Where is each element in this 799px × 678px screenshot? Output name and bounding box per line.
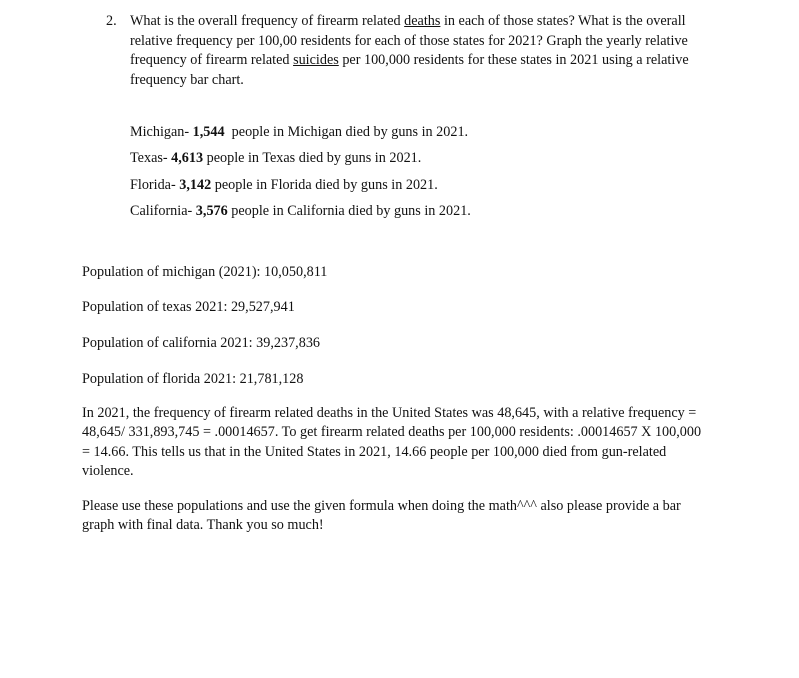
population-michigan: Population of michigan (2021): 10,050,811 <box>82 264 328 280</box>
population-texas: Population of texas 2021: 29,527,941 <box>82 299 295 315</box>
question-text-part3: per 100,000 residents for these states in 2021 using a relative frequency bar chart. <box>130 52 689 88</box>
death-count: 1,544 <box>192 124 225 140</box>
state-name: Michigan- <box>130 124 193 140</box>
question-number: 2. <box>106 13 117 29</box>
state-name: Florida- <box>130 176 180 193</box>
state-name: California- <box>130 202 196 219</box>
state-line-suffix: people in Michigan died by guns in 2021. <box>224 124 469 140</box>
state-line-michigan <box>130 122 630 148</box>
state-line-suffix: people in Texas died by guns in 2021. <box>203 150 422 167</box>
state-line-suffix: people in California died by guns in 2021. <box>227 202 471 219</box>
state-deaths-list <box>130 122 630 227</box>
state-line-suffix: people in Florida died by guns in 2021. <box>211 176 438 193</box>
state-line-texas <box>130 148 630 174</box>
question-text <box>130 12 716 90</box>
underlined-deaths: deaths <box>404 13 441 29</box>
question-text-part2: in each of those states? What is the overall relative frequency per 100,00 residents for each of those states for 2021? Graph the yearly relative frequency of firearm related <box>130 13 688 68</box>
question-text-part1: What is the overall frequency of firearm related <box>130 13 405 29</box>
population-florida: Population of florida 2021: 21,781,128 <box>82 371 304 387</box>
death-count: 3,576 <box>195 202 228 219</box>
request-paragraph: Please use these populations and use the given formula when doing the math^^^ also please provide a bar graph with final data. Thank you so much! <box>82 498 681 534</box>
state-line-california <box>130 201 630 227</box>
state-name: Texas- <box>130 150 172 167</box>
us-frequency-paragraph: In 2021, the frequency of firearm related deaths in the United States was 48,645, with a relative frequency = 48,645/ 331,893,745 = .00014657. To get firearm related deaths per 100,000 residents: .00014657 X 100,000 = 14.66. This tells us that in the United States in 2021, 14.66 people per 100,000 died from gun-related violence. <box>82 405 702 479</box>
death-count: 4,613 <box>171 150 204 167</box>
question-2 <box>106 12 716 90</box>
population-california: Population of california 2021: 39,237,836 <box>82 335 321 351</box>
state-line-florida <box>130 175 630 201</box>
underlined-suicides: suicides <box>293 52 339 68</box>
death-count: 3,142 <box>179 176 212 193</box>
